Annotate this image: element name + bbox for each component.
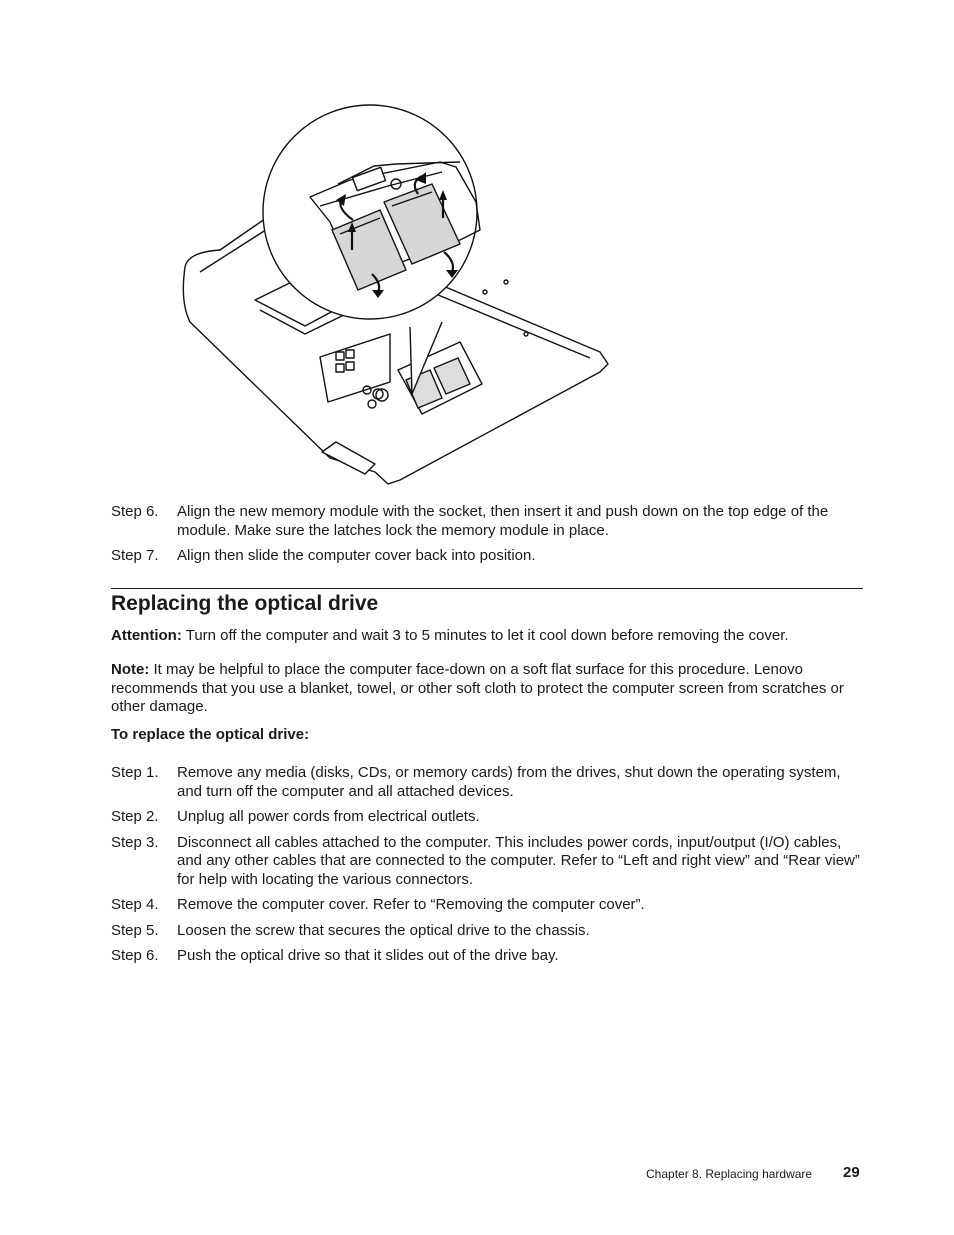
step-label: Step 4. (111, 896, 159, 913)
step-label: Step 2. (111, 808, 159, 825)
step-text: Loosen the screw that secures the optical drive to the chassis. (177, 921, 590, 939)
step-label: Step 7. (111, 547, 159, 564)
step-text: Unplug all power cords from electrical outlets. (177, 808, 480, 825)
section-title: Replacing the optical drive (111, 592, 379, 615)
upper-step-6 (111, 503, 863, 540)
lower-step-4 (111, 896, 863, 915)
lower-steps-list (111, 764, 863, 973)
upper-step-7 (111, 547, 863, 566)
note-paragraph (111, 661, 863, 717)
attention-text: Turn off the computer and wait 3 to 5 minutes to let it cool down before removing the cover. (181, 627, 789, 644)
section-divider (111, 588, 863, 589)
upper-steps-list (111, 503, 863, 573)
step-text: Push the optical drive so that it slides out of the drive bay. (177, 947, 559, 964)
step-label: Step 1. (111, 764, 159, 781)
step-label: Step 3. (111, 833, 159, 851)
attention-paragraph (111, 627, 863, 646)
memory-module-illustration (160, 102, 620, 498)
attention-label: Attention: (111, 627, 182, 644)
step-label: Step 5. (111, 921, 159, 939)
lower-step-6 (111, 947, 863, 966)
step-text: Align the new memory module with the socket, then insert it and push down on the top edge of the module. Make sure the latches lock the memory module in place. (177, 503, 829, 539)
note-label: Note: (111, 661, 150, 678)
step-text: Remove any media (disks, CDs, or memory cards) from the drives, shut down the operating system, and turn off the computer and all attached devices. (177, 764, 841, 800)
lower-step-5 (111, 922, 863, 941)
step-label: Step 6. (111, 503, 159, 520)
lower-step-1 (111, 764, 863, 801)
note-text: It may be helpful to place the computer face-down on a soft flat surface for this procedure. Lenovo recommends that you use a blanket, towel, or other soft cloth to protect the computer screen from scratches or other damage. (111, 661, 844, 715)
lower-step-3 (111, 834, 863, 890)
step-label: Step 6. (111, 947, 159, 964)
step-text: Disconnect all cables attached to the computer. This includes power cords, input/output (I/O) cables, and any other cables that are connected to the computer. Refer to “Left and right view” and “Rear view” for help with locating the various connectors. (177, 833, 860, 888)
step-text: Remove the computer cover. Refer to “Removing the computer cover”. (177, 896, 645, 913)
lower-step-2 (111, 808, 863, 827)
page-number: 29 (843, 1164, 860, 1181)
footer-chapter: Chapter 8. Replacing hardware (646, 1167, 813, 1181)
step-text: Align then slide the computer cover back into position. (177, 547, 536, 564)
procedure-heading: To replace the optical drive: (111, 726, 310, 743)
